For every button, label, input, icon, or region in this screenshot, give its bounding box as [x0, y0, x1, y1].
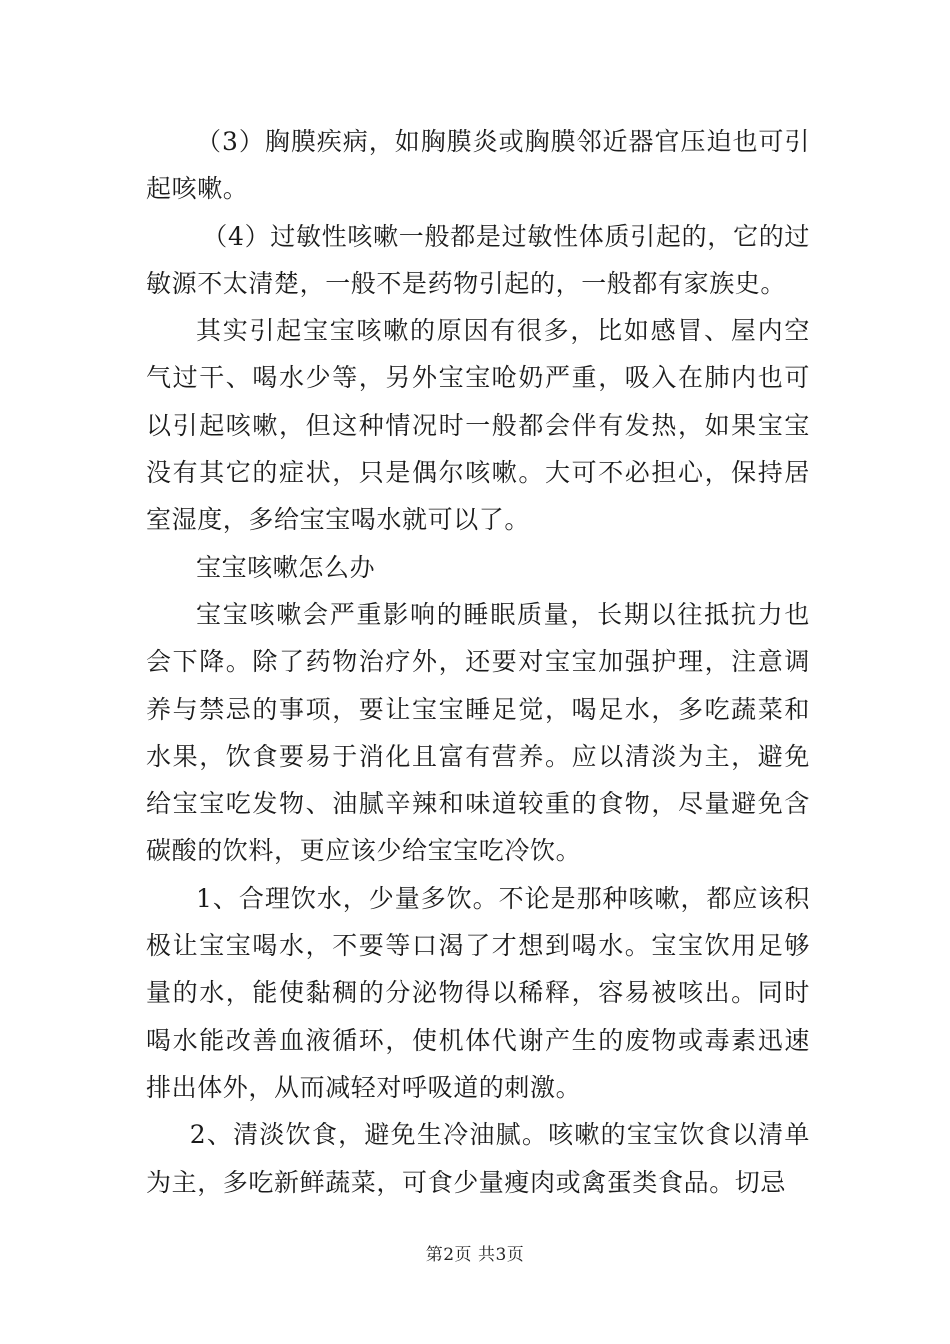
- section-heading: 宝宝咳嗽怎么办: [196, 552, 376, 582]
- paragraph-drink-water: 1、合理饮水，少量多饮。不论是那种咳嗽，都应该积极让宝宝喝水，不要等口渴了才想到喝水。宝宝饮用足够量的水，能使黏稠的分泌物得以稀释，容易被咳出。同时喝水能改善血液循环，使机体代谢产生的废物或毒素迅速排出体外，从而减轻对呼吸道的刺激。: [146, 883, 810, 1102]
- document-body: [146, 118, 810, 1206]
- paragraph-allergic-cough: （4）过敏性咳嗽一般都是过敏性体质引起的，它的过敏源不太清楚，一般不是药物引起的，一般都有家族史。: [146, 221, 810, 298]
- paragraph-cough-causes: 其实引起宝宝咳嗽的原因有很多，比如感冒、屋内空气过干、喝水少等，另外宝宝呛奶严重，吸入在肺内也可以引起咳嗽，但这种情况时一般都会伴有发热，如果宝宝没有其它的症状，只是偶尔咳嗽。大可不必担心，保持居室湿度，多给宝宝喝水就可以了。: [146, 316, 810, 535]
- paragraph-care-advice: 宝宝咳嗽会严重影响的睡眠质量，长期以往抵抗力也会下降。除了药物治疗外，还要对宝宝加强护理，注意调养与禁忌的事项，要让宝宝睡足觉，喝足水，多吃蔬菜和水果，饮食要易于消化且富有营养。应以清淡为主，避免给宝宝吃发物、油腻辛辣和味道较重的食物，尽量避免含碳酸的饮料，更应该少给宝宝吃冷饮。: [146, 599, 810, 866]
- paragraph-light-diet: 2、清淡饮食，避免生冷油腻。咳嗽的宝宝饮食以清单为主，多吃新鲜蔬菜，可食少量瘦肉或禽蛋类食品。切忌: [146, 1120, 810, 1197]
- paragraph-pleural-disease: （3）胸膜疾病，如胸膜炎或胸膜邻近器官压迫也可引起咳嗽。: [146, 127, 810, 204]
- page-number-footer: 第2页 共3页: [425, 1245, 525, 1265]
